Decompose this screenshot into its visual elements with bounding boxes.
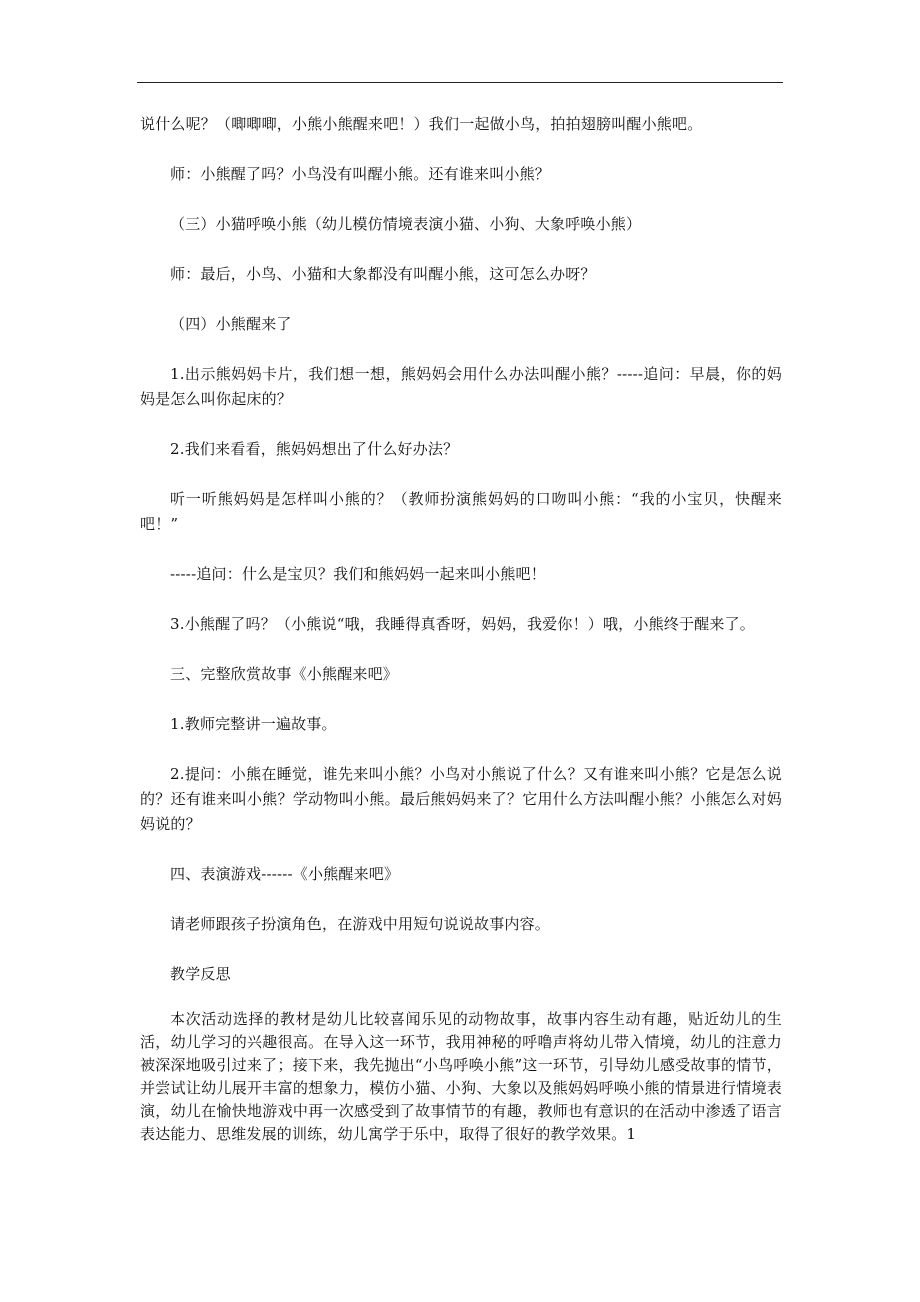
paragraph-13: 2.提问：小熊在睡觉，谁先来叫小熊？小鸟对小熊说了什么？又有谁来叫小熊？它是怎么说的？还有谁来叫小熊？学动物叫小熊。最后熊妈妈来了？它用什么方法叫醒小熊？小熊怎么对妈妈说的？ [140, 765, 782, 833]
paragraph-reflection: 本次活动选择的教材是幼儿比较喜闻乐见的动物故事，故事内容生动有趣，贴近幼儿的生活，幼儿学习的兴趣很高。在导入这一环节，我用神秘的呼噜声将幼儿带入情境，幼儿的注意力被深深地吸引过来了；接下来，我先抛出“小鸟呼唤小熊”这一环节，引导幼儿感受故事的情节，并尝试让幼儿展开丰富的想象力，模仿小猫、小狗、大象以及熊妈妈呼唤小熊的情景进行情境表演，幼儿在愉快地游戏中再一次感受到了故事情节的有趣，教师也有意识的在活动中渗透了语言表达能力、思维发展的训练，幼儿寓学于乐中，取得了很好的教学效果。1 [140, 1010, 782, 1143]
section-heading-reflection: 教学反思 [170, 965, 231, 983]
paragraph-7: 2.我们来看看，熊妈妈想出了什么好办法？ [170, 440, 459, 458]
section-heading-four: 四、表演游戏------《小熊醒来吧》 [170, 865, 400, 883]
header-rule [137, 82, 783, 83]
paragraph-8: 听一听熊妈妈是怎样叫小熊的？（教师扮演熊妈妈的口吻叫小熊：“我的小宝贝，快醒来吧！” [140, 490, 782, 533]
document-body [140, 112, 782, 1171]
paragraph-12: 1.教师完整讲一遍故事。 [170, 715, 337, 733]
paragraph-9: -----追问：什么是宝贝？我们和熊妈妈一起来叫小熊吧！ [170, 565, 546, 583]
section-heading-4: （四）小熊醒来了 [170, 315, 292, 333]
paragraph-15: 请老师跟孩子扮演角色，在游戏中用短句说说故事内容。 [170, 915, 551, 933]
paragraph-6: 1.出示熊妈妈卡片，我们想一想，熊妈妈会用什么办法叫醒小熊？-----追问：早晨，你的妈妈是怎么叫你起床的？ [140, 365, 782, 408]
section-heading-three: 三、完整欣赏故事《小熊醒来吧》 [170, 665, 399, 683]
section-heading-3: （三）小猫呼唤小熊（幼儿模仿情境表演小猫、小狗、大象呼唤小熊） [170, 215, 642, 233]
paragraph-1: 说什么呢？（唧唧唧，小熊小熊醒来吧！）我们一起做小鸟，拍拍翅膀叫醒小熊吧。 [140, 115, 703, 133]
paragraph-2: 师：小熊醒了吗？小鸟没有叫醒小熊。还有谁来叫小熊？ [170, 165, 551, 183]
paragraph-4: 师：最后，小鸟、小猫和大象都没有叫醒小熊，这可怎么办呀？ [170, 265, 596, 283]
paragraph-10: 3.小熊醒了吗？（小熊说“哦，我睡得真香呀，妈妈，我爱你！）哦，小熊终于醒来了。 [170, 615, 755, 633]
